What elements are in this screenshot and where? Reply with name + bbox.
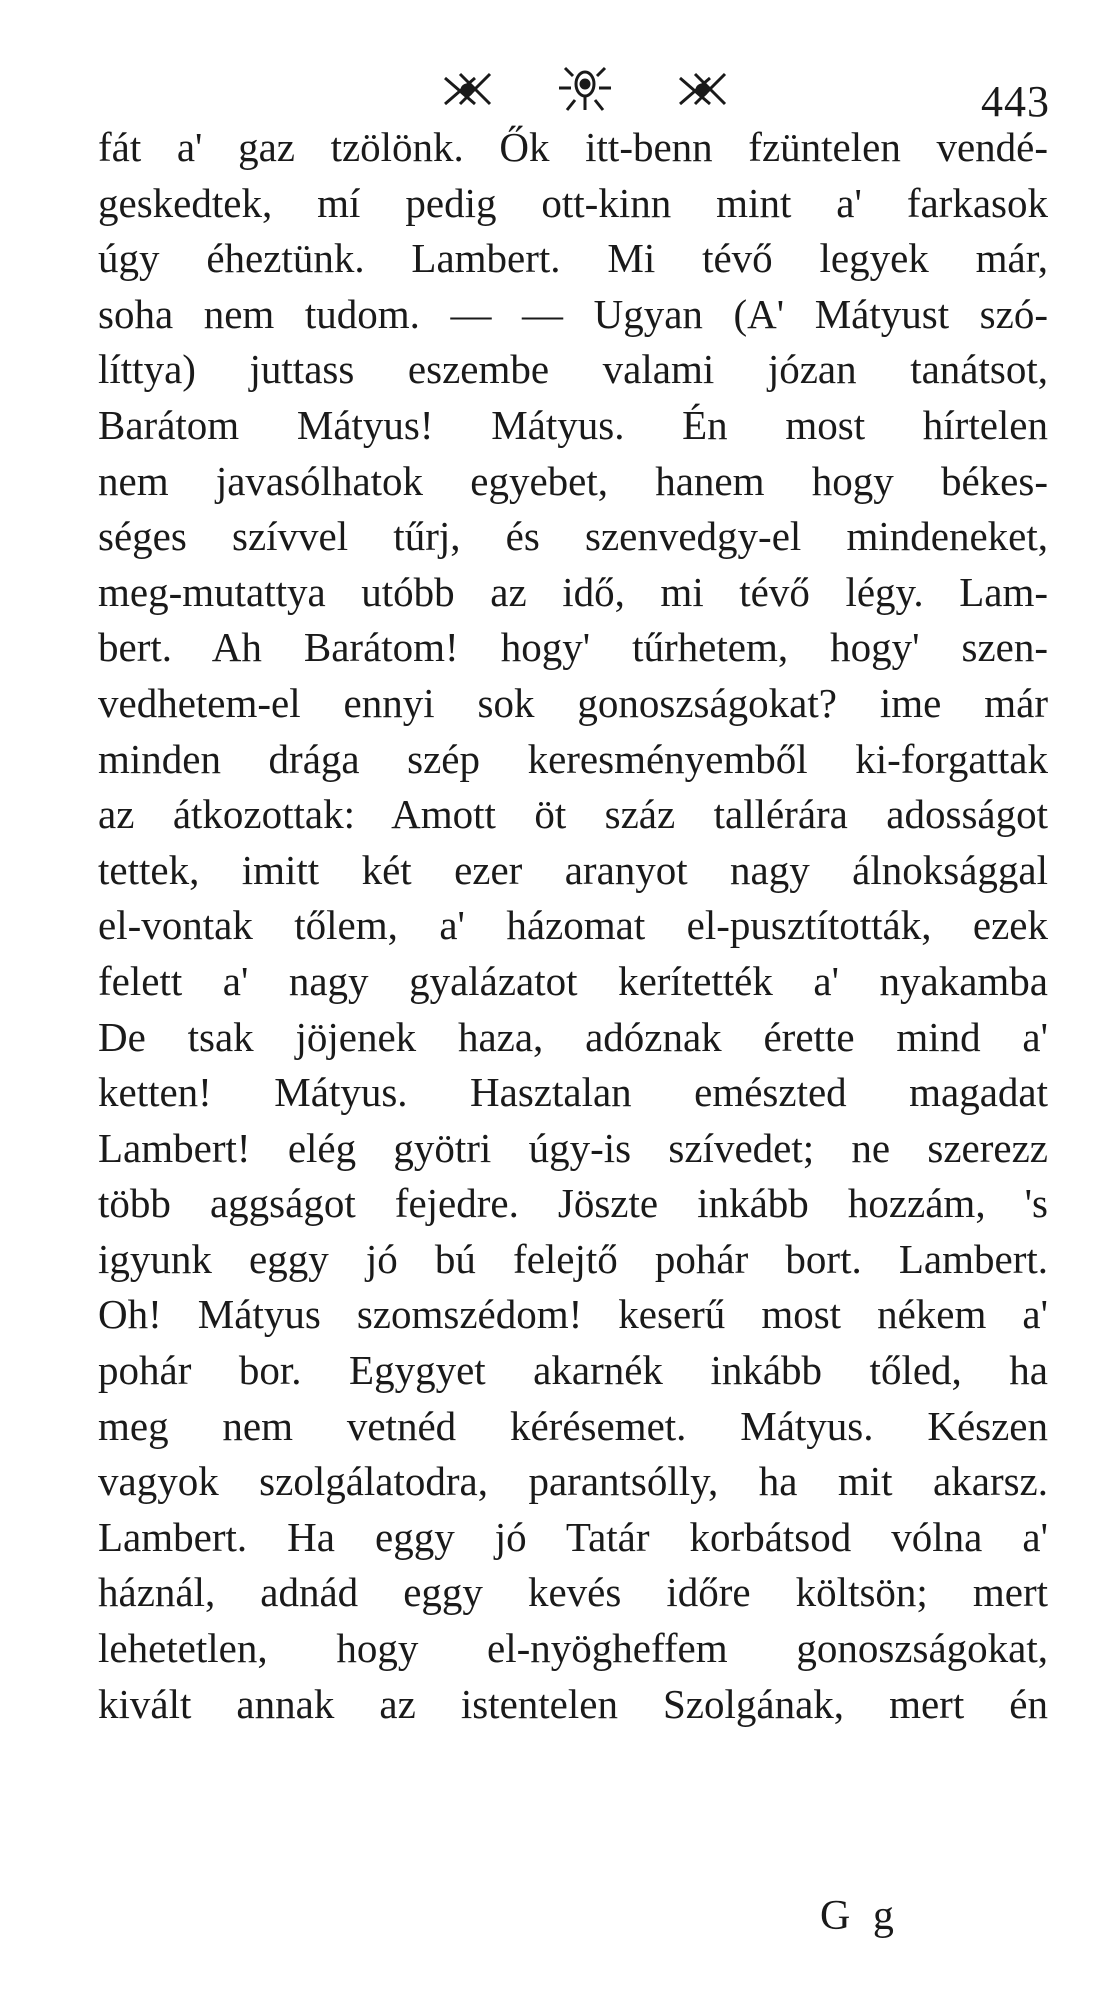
page-header [0,58,1115,128]
page-number: 443 [981,77,1050,126]
text-line: el-vontak tőlem, a' házomat el-pusztították, ezek [98,902,1048,949]
text-line: bert. Ah Barátom! hogy' tűrhetem, hogy' szen- [98,624,1048,671]
text-line: úgy éheztünk. Lambert. Mi tévő legyek már, [98,235,1048,282]
text-line: De tsak jöjenek haza, adóznak érette mind a' [98,1013,1048,1060]
text-line: több aggságot fejedre. Jöszte inkább hozzám, 's [98,1180,1048,1227]
text-line: ketten! Mátyus. Hasztalan emészted magadat [98,1069,1048,1116]
text-line: lehetetlen, hogy el-nyögheffem gonoszságokat, [98,1625,1048,1672]
text-line: meg-mutattya utóbb az idő, mi tévő légy. Lam- [98,568,1048,615]
text-line: nem javasólhatok egyebet, hanem hogy békes- [98,457,1048,504]
text-line: minden drága szép keresményemből ki-forgattak [98,735,1048,782]
floral-ornament-icon [435,64,735,116]
text-line: felett a' nagy gyalázatot kerítették a' nyakamba [98,957,1048,1004]
body-text [98,120,1048,1732]
text-line: soha nem tudom. — — Ugyan (A' Mátyust szó- [98,290,1048,337]
text-line: Lambert. Ha eggy jó Tatár korbátsod vólna a' [98,1513,1048,1560]
text-line: az átkozottak: Amott öt száz tallérára adosságot [98,791,1048,838]
text-line: tettek, imitt két ezer aranyot nagy álnoksággal [98,846,1048,893]
text-line: vedhetem-el ennyi sok gonoszságokat? ime már [98,679,1048,726]
signature-mark: G g [820,1893,900,1939]
text-line: háznál, adnád eggy kevés időre költsön; mert [98,1569,1048,1616]
text-line: meg nem vetnéd kérésemet. Mátyus. Készen [98,1402,1048,1449]
text-line: pohár bor. Egygyet akarnék inkább tőled, ha [98,1347,1048,1394]
text-line: Barátom Mátyus! Mátyus. Én most hírtelen [98,401,1048,448]
text-line: kivált annak az istentelen Szolgának, mert én [98,1680,1048,1727]
text-line: Oh! Mátyus szomszédom! keserű most nékem a' [98,1291,1048,1338]
text-line: líttya) juttass eszembe valami józan tanátsot, [98,346,1048,393]
text-line: igyunk eggy jó bú felejtő pohár bort. Lambert. [98,1235,1048,1282]
text-line: séges szívvel tűrj, és szenvedgy-el mindeneket, [98,513,1048,560]
text-line: geskedtek, mí pedig ott-kinn mint a' farkasok [98,179,1048,226]
text-line: vagyok szolgálatodra, parantsólly, ha mit akarsz. [98,1458,1048,1505]
text-line: fát a' gaz tzölönk. Ők itt-benn fzüntelen vendé- [98,124,1048,170]
text-line: Lambert! elég gyötri úgy-is szívedet; ne szerezz [98,1124,1048,1171]
